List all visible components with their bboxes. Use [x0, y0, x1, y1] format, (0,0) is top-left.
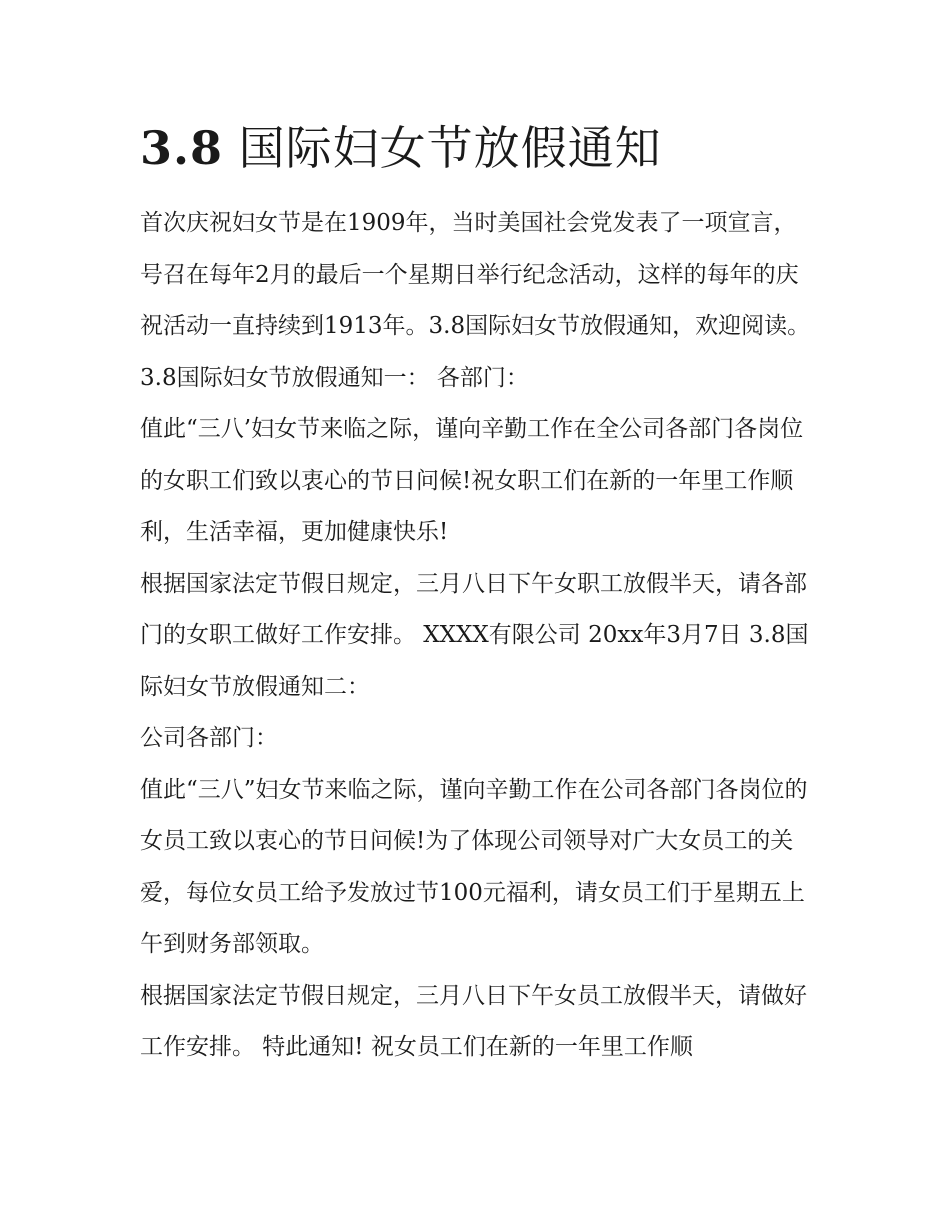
title-text: 国际妇女节放假通知: [238, 121, 662, 175]
document-title: [140, 118, 815, 178]
notice-one-greeting: 值此“三八’妇女节来临之际，谨向辛勤工作在全公司各部门各岗位的女职工们致以衷心的节日问候!祝女职工们在新的一年里工作顺利，生活幸福，更加健康快乐!: [140, 416, 804, 545]
notice-two-arrangement: 根据国家法定节假日规定，三月八日下午女员工放假半天，请做好工作安排。 特此通知! 祝女员工们在新的一年里工作顺: [140, 982, 807, 1060]
notice-two-greeting: 值此“三八”妇女节来临之际，谨向辛勤工作在公司各部门各岗位的女员工致以衷心的节日问候!为了体现公司领导对广大女员工的关爱，每位女员工给予发放过节100元福利，请女员工们于星期五上午到财务部领取。: [140, 776, 808, 957]
notice-one-arrangement: 根据国家法定节假日规定，三月八日下午女职工放假半天，请各部门的女职工做好工作安排。 XXXX有限公司 20xx年3月7日 3.8国际妇女节放假通知二：: [140, 570, 809, 700]
notice-two-addressee: 公司各部门：: [140, 725, 278, 751]
document-body: [140, 118, 815, 1074]
notice-one-heading: 3.8国际妇女节放假通知一： 各部门：: [140, 364, 529, 391]
intro-paragraph: 首次庆祝妇女节是在1909年，当时美国社会党发表了一项宣言，号召在每年2月的最后一个星期日举行纪念活动，这样的每年的庆祝活动一直持续到1913年。3.8国际妇女节放假通知，欢迎阅读。: [140, 210, 811, 339]
title-number: 3.8: [140, 121, 224, 175]
